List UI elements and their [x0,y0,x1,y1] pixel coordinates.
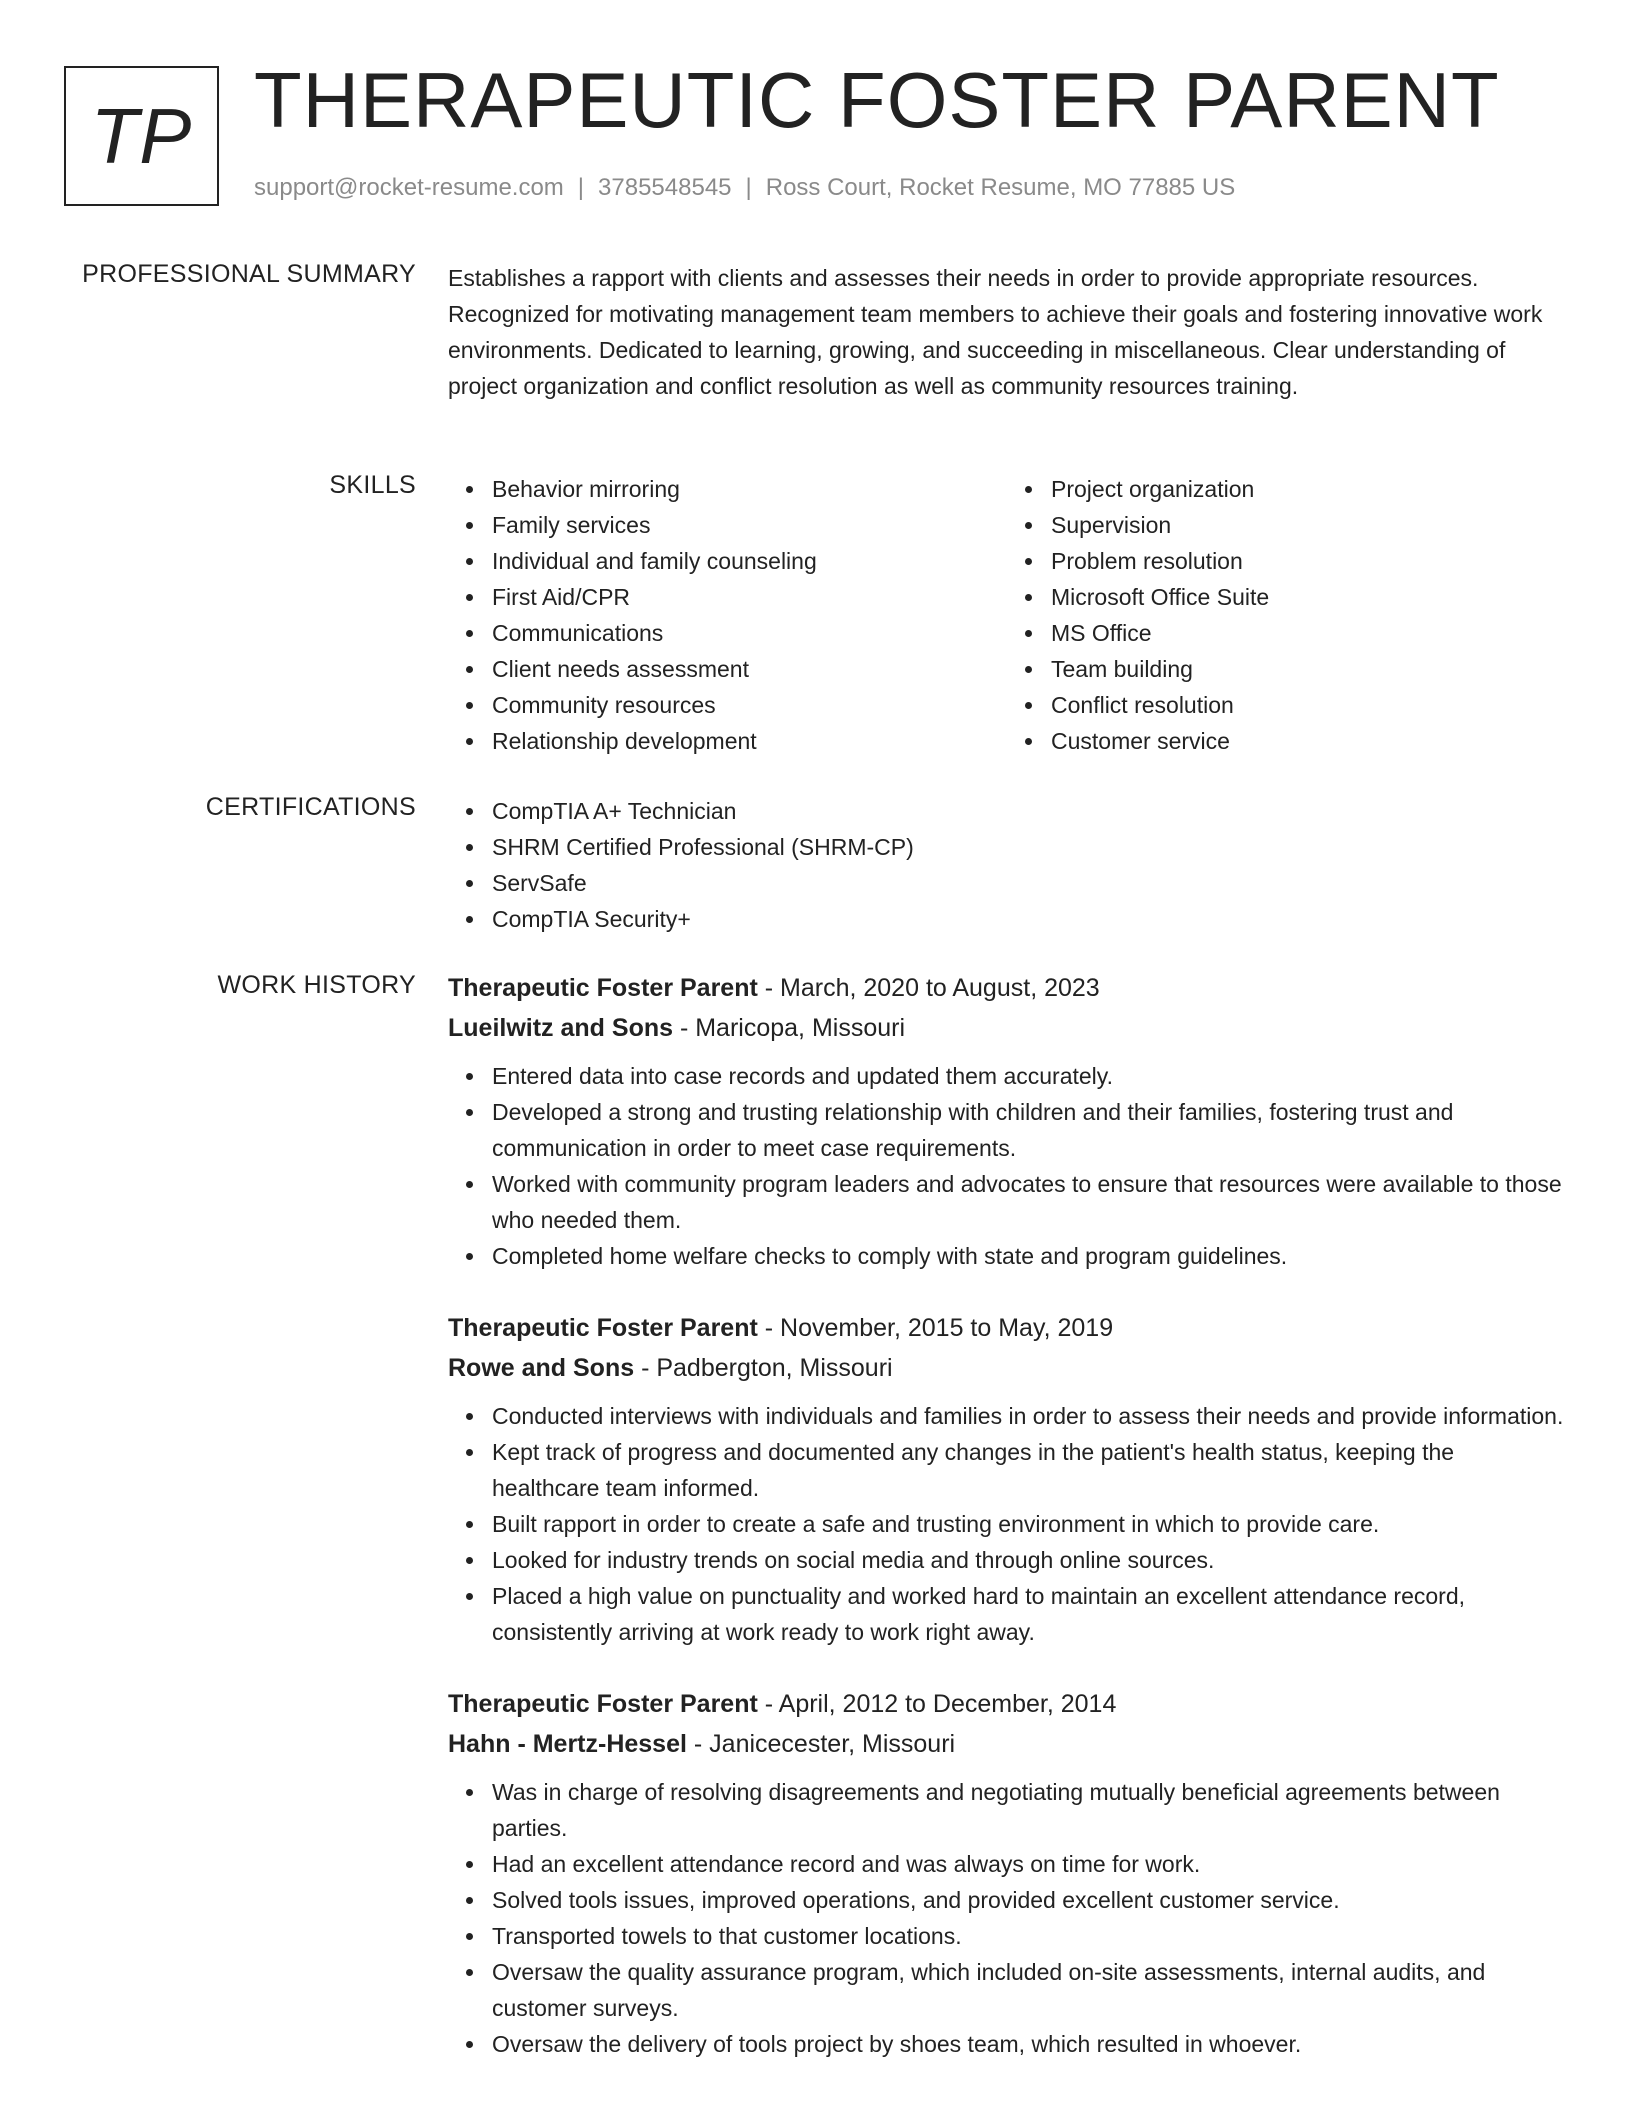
skill-item: MS Office [1051,615,1566,651]
job-entry [448,1308,1566,1650]
skill-item: Team building [1051,651,1566,687]
contact-line [254,174,1235,202]
job-duty-item: Oversaw the delivery of tools project by shoes team, which resulted in whoever. [492,2026,1566,2062]
job-dates: - March, 2020 to August, 2023 [757,974,1100,1002]
contact-separator: | [745,174,752,201]
skill-item: Conflict resolution [1051,687,1566,723]
section-title-certifications: CERTIFICATIONS [205,793,416,821]
job-duty-item: Entered data into case records and updated them accurately. [492,1058,1566,1094]
job-duty-item: Oversaw the quality assurance program, which included on-site assessments, internal audits, and customer surveys. [492,1954,1566,2026]
job-company-line [448,1348,1566,1388]
job-dates: - April, 2012 to December, 2014 [757,1690,1117,1718]
job-duty-item: Kept track of progress and documented any changes in the patient's health status, keeping the healthcare team informed. [492,1434,1566,1506]
contact-address: Ross Court, Rocket Resume, MO 77885 US [765,174,1236,201]
job-company: Hahn - Mertz-Hessel [448,1730,687,1758]
section-title-summary: PROFESSIONAL SUMMARY [82,260,416,288]
skill-item: Microsoft Office Suite [1051,579,1566,615]
job-entry [448,968,1566,1274]
job-duty-item: Completed home welfare checks to comply with state and program guidelines. [492,1238,1566,1274]
certifications-list [448,793,1566,937]
contact-email: support@rocket-resume.com [254,174,564,201]
work-history-body [448,968,1566,2096]
skills-list-left [448,471,1007,759]
job-duty-item: Looked for industry trends on social media and through online sources. [492,1542,1566,1578]
job-role: Therapeutic Foster Parent [448,974,758,1002]
contact-phone: 3785548545 [598,174,732,201]
job-duty-item: Solved tools issues, improved operations, and provided excellent customer service. [492,1882,1566,1918]
job-role: Therapeutic Foster Parent [448,1690,758,1718]
skill-item: Family services [492,507,1007,543]
skill-item: Client needs assessment [492,651,1007,687]
job-location: - Janicecester, Missouri [686,1730,956,1758]
summary-text: Establishes a rapport with clients and assesses their needs in order to provide appropriate resources. Recognized for motivating management team members to achieve their goals and fostering innovative work environments. Dedicated to learning, growing, and succeeding in miscellaneous. Clear understanding of project organization and conflict resolution as well as community resources training. [448,265,1543,399]
skills-list-right [1007,471,1566,759]
job-duties-list [448,1774,1566,2062]
monogram-logo: TP [64,66,219,206]
certification-item: CompTIA A+ Technician [492,793,1566,829]
section-title-work-history: WORK HISTORY [217,971,416,999]
job-duties-list [448,1398,1566,1650]
skill-item: Project organization [1051,471,1566,507]
skill-item: Community resources [492,687,1007,723]
job-duty-item: Had an excellent attendance record and was always on time for work. [492,1846,1566,1882]
job-duty-item: Transported towels to that customer locations. [492,1918,1566,1954]
skill-item: Communications [492,615,1007,651]
job-dates: - November, 2015 to May, 2019 [757,1314,1114,1342]
job-location: - Padbergton, Missouri [634,1354,893,1382]
skills-body [448,471,1566,759]
certifications-body [448,793,1566,937]
job-duty-item: Worked with community program leaders and advocates to ensure that resources were available to those who needed them. [492,1166,1566,1238]
job-company: Lueilwitz and Sons [448,1014,674,1042]
job-company-line [448,1724,1566,1764]
job-entry [448,1684,1566,2062]
skill-item: Relationship development [492,723,1007,759]
skill-item: Customer service [1051,723,1566,759]
skill-item: Behavior mirroring [492,471,1007,507]
job-location: - Maricopa, Missouri [673,1014,906,1042]
job-duties-list [448,1058,1566,1274]
certification-item: CompTIA Security+ [492,901,1566,937]
job-title-line [448,968,1566,1008]
job-company-line [448,1008,1566,1048]
skill-item: First Aid/CPR [492,579,1007,615]
skill-item: Supervision [1051,507,1566,543]
candidate-name: THERAPEUTIC FOSTER PARENT [254,56,1500,144]
section-title-skills: SKILLS [329,471,416,499]
contact-separator: | [577,174,585,201]
job-duty-item: Conducted interviews with individuals and families in order to assess their needs and provide information. [492,1398,1566,1434]
job-duty-item: Placed a high value on punctuality and worked hard to maintain an excellent attendance record, consistently arriving at work ready to work right away. [492,1578,1566,1650]
certification-item: SHRM Certified Professional (SHRM-CP) [492,829,1566,865]
job-duty-item: Was in charge of resolving disagreements and negotiating mutually beneficial agreements between parties. [492,1774,1566,1846]
job-duty-item: Developed a strong and trusting relationship with children and their families, fostering trust and communication in order to meet case requirements. [492,1094,1566,1166]
job-company: Rowe and Sons [448,1354,635,1382]
job-duty-item: Built rapport in order to create a safe and trusting environment in which to provide care. [492,1506,1566,1542]
skill-item: Individual and family counseling [492,543,1007,579]
skill-item: Problem resolution [1051,543,1566,579]
job-role: Therapeutic Foster Parent [448,1314,758,1342]
certification-item: ServSafe [492,865,1566,901]
job-title-line [448,1308,1566,1348]
job-title-line [448,1684,1566,1724]
